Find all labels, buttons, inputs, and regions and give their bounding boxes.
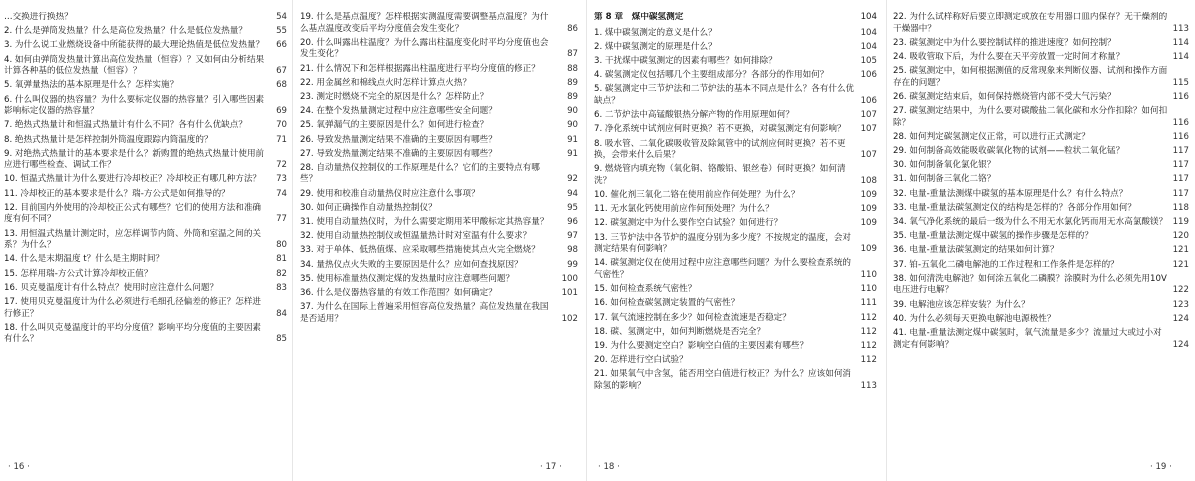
toc-entry-text: 6. 什么叫仪器的热容量？为什么要标定仪器的热容量？引入哪些因素影响标定仪器的热容量？ xyxy=(4,94,265,117)
toc-entry-page: 113 xyxy=(860,380,877,391)
toc-entry xyxy=(594,28,877,40)
toc-entry-text: 3. 干扰煤中碳氢测定的因素有哪些？如何排除？ xyxy=(594,55,777,66)
toc-entry xyxy=(300,64,578,76)
toc-entry xyxy=(4,26,287,38)
toc-entry-page: 68 xyxy=(276,80,287,91)
toc-entry-text: 31. 如何制备三氧化二铬？ xyxy=(893,174,996,185)
toc-entry-text: 27. 碳氢测定结果中，为什么要对碳酸盐二氧化碳和水分作扣除？如何扣除？ xyxy=(893,106,1168,128)
toc-entry xyxy=(4,174,287,186)
toc-entry-text: 37. 为什么在国际上普遍采用恒容高位发热量？高位发热量在我国是否适用？ xyxy=(300,302,549,324)
toc-entry xyxy=(300,120,578,132)
toc-entry xyxy=(594,56,877,68)
toc-entry xyxy=(300,78,578,90)
toc-entry xyxy=(893,92,1189,104)
toc-entry xyxy=(594,258,877,281)
toc-entry-text: 33. 对于单体、低热值煤、应采取哪些措施使其点火完全燃烧？ xyxy=(300,245,540,256)
toc-entry xyxy=(300,189,578,201)
toc-entry-page: 89 xyxy=(567,91,578,102)
toc-entry-text: 20. 怎样进行空白试验？ xyxy=(594,355,688,366)
toc-entry xyxy=(594,218,877,230)
toc-entry-page: 116 xyxy=(1172,117,1189,128)
toc-entry-text: 36. 电量-重量法碳氢测定的结果如何计算？ xyxy=(893,245,1059,256)
toc-entry-text: 3. 为什么说工业燃烧设备中所能获得的最大理论热值是低位发热量？ xyxy=(4,40,265,51)
toc-entry xyxy=(300,231,578,243)
toc-entry-text: 15. 如何检查系统气密性？ xyxy=(594,284,697,295)
toc-entry xyxy=(4,55,287,78)
toc-entry-text: 12. 目前国内外使用的冷却校正公式有哪些？它们的使用方法和准确度有何不同？ xyxy=(4,202,262,225)
toc-entry xyxy=(4,283,287,295)
page-number: · 16 · xyxy=(8,462,30,472)
toc-entry-page: 102 xyxy=(561,313,578,324)
toc-entry xyxy=(893,132,1189,144)
toc-entry xyxy=(300,149,578,161)
toc-entry-page: 112 xyxy=(860,326,877,337)
toc-entry-text: 35. 电量-重量法测定煤中碳氢的操作步骤是怎样的？ xyxy=(893,231,1093,242)
toc-entry-page: 124 xyxy=(1172,339,1189,350)
chapter-heading xyxy=(594,12,877,24)
toc-entry xyxy=(4,12,287,24)
toc-entry-text: 5. 氧弹量热法的基本原理是什么？怎样实施？ xyxy=(4,80,179,91)
toc-entry xyxy=(4,269,287,281)
chapter-page: 104 xyxy=(860,12,877,22)
toc-entry-text: 39. 电解池应该怎样安装？为什么？ xyxy=(893,299,1030,310)
toc-entry-text: 26. 碳氢测定结束后，如何保持燃烧管内部不受大气污染？ xyxy=(893,91,1116,102)
toc-entry-page: 122 xyxy=(1172,285,1189,296)
toc-column-4 xyxy=(893,12,1189,452)
toc-entry xyxy=(594,204,877,216)
toc-entry-text: 18. 什么叫贝克曼温度计的平均分度值？影响平均分度值的主要因素有什么？ xyxy=(4,322,262,345)
toc-entry-page: 108 xyxy=(860,175,877,186)
toc-entry-text: 33. 电量-重量法碳氢测定仪的结构是怎样的？各部分作用如何？ xyxy=(893,202,1136,213)
toc-entry-page: 121 xyxy=(1172,245,1189,256)
toc-entry-text: 25. 碳氢测定中，如何根据测值的反常现象来判断仪器、试剂和操作方面存在的问题？ xyxy=(893,66,1168,88)
toc-entry-text: 19. 为什么要测定空白？影响空白值的主要因素有哪些？ xyxy=(594,340,809,351)
toc-column-2 xyxy=(300,12,578,452)
toc-entry xyxy=(4,120,287,132)
toc-entry xyxy=(893,52,1189,64)
page-number: · 17 · xyxy=(540,462,562,472)
toc-entry xyxy=(594,298,877,310)
toc-entry-page: 107 xyxy=(860,110,877,121)
toc-entry-text: 38. 如何清洗电解池？如何涂五氧化二磷膜？涂膜时为什么必须先用10V电压进行电解？ xyxy=(893,273,1167,296)
toc-entry-text: 10. 催化剂三氧化二铬在使用前应作何处理？为什么？ xyxy=(594,190,800,201)
toc-entry-page: 106 xyxy=(860,95,877,106)
toc-entry-page: 84 xyxy=(276,308,287,319)
toc-entry-text: 11. 冷却校正的基本要求是什么？瑞-方公式是如何推导的？ xyxy=(4,188,230,199)
toc-entry-text: 8. 吸水管、二氧化碳吸收管及除氮管中的试剂应何时更换？若不更换，会带来什么后果？ xyxy=(594,138,846,161)
toc-entry-text: 28. 自动量热仪控制仪的工作原理是什么？它们的主要特点有哪些？ xyxy=(300,162,540,185)
toc-entry-text: 30. 如何制备氧化氯化银？ xyxy=(893,160,996,171)
toc-entry-page: 97 xyxy=(567,231,578,242)
toc-entry-page: 106 xyxy=(860,70,877,81)
toc-entry-page: 74 xyxy=(276,188,287,199)
toc-entry-text: 7. 净化系统中试剂应何时更换？若不更换，对碳氢测定有何影响？ xyxy=(594,124,846,135)
toc-entry-text: …交换进行换热？ xyxy=(4,12,73,22)
toc-entry xyxy=(594,42,877,54)
toc-entry-text: 21. 如果氧气中含氢，能否用空白值进行校正？为什么？应该如何消除氢的影响？ xyxy=(594,369,852,391)
toc-entry xyxy=(594,84,877,107)
toc-entry xyxy=(300,217,578,229)
toc-entry-text: 2. 什么是弹筒发热量？什么是高位发热量？什么是低位发热量？ xyxy=(4,26,247,37)
toc-entry-page: 112 xyxy=(860,312,877,323)
toc-entry-text: 37. 铂-五氧化二磷电解池的工作过程和工作条件是怎样的？ xyxy=(893,259,1119,270)
toc-entry xyxy=(300,135,578,147)
toc-entry-text: 8. 绝热式热量计是怎样控制外筒温度跟踪内筒温度的？ xyxy=(4,134,213,145)
toc-entry-page: 107 xyxy=(860,150,877,161)
toc-entry xyxy=(4,189,287,201)
toc-entry-page: 69 xyxy=(276,106,287,117)
toc-entry xyxy=(300,203,578,215)
toc-entry xyxy=(300,106,578,118)
toc-entry-page: 94 xyxy=(567,188,578,199)
toc-entry xyxy=(4,149,287,172)
toc-entry xyxy=(893,38,1189,50)
toc-entry-text: 17. 使用贝克曼温度计为什么必须进行毛细孔径偏差的修正？怎样进行修正？ xyxy=(4,296,262,319)
chapter-title: 第 8 章 煤中碳氢测定 xyxy=(594,12,684,22)
toc-entry-page: 66 xyxy=(276,40,287,51)
toc-entry xyxy=(893,260,1189,272)
toc-entry-text: 40. 为什么必须每天更换电解池电源极性？ xyxy=(893,313,1056,324)
toc-entry-page: 91 xyxy=(567,134,578,145)
toc-entry-page: 109 xyxy=(860,190,877,201)
toc-entry-text: 12. 碳氢测定中为什么要作空白试验？如何进行？ xyxy=(594,218,783,229)
toc-entry-page: 95 xyxy=(567,202,578,213)
toc-entry-text: 30. 如何正确操作自动量热控制仪？ xyxy=(300,202,437,213)
toc-entry-page: 111 xyxy=(860,298,877,309)
page-fold xyxy=(586,0,587,481)
toc-entry xyxy=(300,274,578,286)
toc-entry-page: 104 xyxy=(860,27,877,38)
toc-entry-page: 104 xyxy=(860,41,877,52)
toc-entry xyxy=(4,95,287,118)
toc-entry xyxy=(4,203,287,226)
toc-entry-page: 72 xyxy=(276,160,287,171)
toc-entry xyxy=(893,160,1189,172)
toc-entry xyxy=(594,139,877,162)
toc-entry-page: 117 xyxy=(1172,146,1189,157)
toc-entry-page: 113 xyxy=(1172,23,1189,34)
toc-entry xyxy=(893,245,1189,257)
toc-entry xyxy=(594,70,877,82)
toc-entry-page: 91 xyxy=(567,148,578,159)
toc-entry xyxy=(893,66,1189,89)
toc-entry-text: 7. 绝热式热量计和恒温式热量计有什么不同？各有什么优缺点？ xyxy=(4,120,247,131)
toc-entry-page: 114 xyxy=(1172,37,1189,48)
toc-entry-page: 92 xyxy=(567,174,578,185)
toc-entry-text: 24. 在整个发热量测定过程中应注意哪些安全问题？ xyxy=(300,106,497,117)
toc-entry xyxy=(300,260,578,272)
toc-entry xyxy=(300,302,578,325)
toc-entry-page: 90 xyxy=(567,120,578,131)
toc-entry-page: 55 xyxy=(276,26,287,37)
toc-entry-text: 22. 为什么试样称好后要立即测定或放在专用器口皿内保存？无干燥剂的干燥器中？ xyxy=(893,12,1168,34)
toc-entry-text: 35. 使用标准量热仪测定煤的发热量时应注意哪些问题？ xyxy=(300,273,515,284)
toc-entry-text: 10. 恒温式热量计为什么要进行冷却校正？冷却校正有哪几种方法？ xyxy=(4,174,262,185)
toc-entry-page: 110 xyxy=(860,270,877,280)
toc-entry-text: 34. 量热仪点火失败的主要原因是什么？应如何查找原因？ xyxy=(300,259,523,270)
toc-entry xyxy=(300,163,578,186)
toc-entry-text: 19. 什么是基点温度？怎样根据实测温度需要调整基点温度？为什么基点温度改变后平均分度值会发生变化？ xyxy=(300,12,549,34)
toc-entry-text: 16. 贝克曼温度计有什么特点？使用时应注意什么问题？ xyxy=(4,282,219,293)
toc-entry-text: 9. 燃烧管内填充物（氧化铜、铬酸铅、银丝卷）何时更换？如何清洗？ xyxy=(594,164,846,186)
toc-entry-page: 105 xyxy=(860,55,877,66)
toc-entry xyxy=(893,174,1189,186)
toc-entry-page: 89 xyxy=(567,77,578,88)
toc-entry-text: 22. 用金属丝和棉线点火时怎样计算点火热？ xyxy=(300,77,472,88)
toc-entry-text: 18. 碳、氢测定中，如何判断燃烧是否完全？ xyxy=(594,326,766,337)
toc-entry xyxy=(4,297,287,320)
toc-entry-page: 71 xyxy=(276,134,287,145)
toc-entry-text: 4. 如何由弹筒发热量计算出高位发热量（恒容）？又如何由分析结果计算各种基的低位发热量（恒容）？ xyxy=(4,54,265,77)
toc-entry xyxy=(594,341,877,353)
toc-entry-page: 110 xyxy=(860,284,877,295)
column-gutter xyxy=(886,0,887,481)
toc-entry-text: 24. 吸收管取下后，为什么要在天平旁放置一定时间才称量？ xyxy=(893,51,1125,62)
toc-entry-text: 1. 煤中碳氢测定的意义是什么？ xyxy=(594,27,717,38)
toc-entry-page: 123 xyxy=(1172,299,1189,310)
toc-entry xyxy=(300,245,578,257)
toc-entry-text: 29. 使用和校准自动量热仪时应注意什么事项？ xyxy=(300,188,480,199)
toc-entry-text: 17. 氧气流速控制在多少？如何检查流速是否稳定？ xyxy=(594,312,791,323)
toc-entry-page: 96 xyxy=(567,217,578,228)
toc-entry-page: 114 xyxy=(1172,51,1189,62)
toc-entry-text: 27. 导致发热量测定结果不准确的主要原因有哪些？ xyxy=(300,148,497,159)
toc-entry xyxy=(893,328,1189,351)
toc-entry xyxy=(4,229,287,252)
toc-entry xyxy=(300,92,578,104)
toc-entry xyxy=(893,314,1189,326)
toc-entry-text: 5. 碳氢测定中三节炉法和二节炉法的基本不同点是什么？各有什么优缺点？ xyxy=(594,84,855,106)
toc-entry-text: 6. 二节炉法中高锰酸银热分解产物的作用原理如何？ xyxy=(594,110,794,121)
toc-entry-page: 116 xyxy=(1172,131,1189,142)
toc-entry-text: 11. 无水氯化钙使用前应作何预处理？为什么？ xyxy=(594,204,774,215)
toc-entry xyxy=(300,38,578,61)
toc-entry xyxy=(594,164,877,187)
toc-entry xyxy=(893,300,1189,312)
toc-entry-page: 117 xyxy=(1172,160,1189,171)
toc-entry xyxy=(594,369,877,392)
toc-entry xyxy=(4,323,287,346)
toc-entry-page: 109 xyxy=(860,204,877,215)
toc-entry-page: 99 xyxy=(567,259,578,270)
toc-entry-page: 87 xyxy=(567,49,578,60)
toc-column-3 xyxy=(594,12,877,452)
toc-entry-text: 29. 如何制备高效能吸收碳氧化物的试剂——粒状二氧化锰？ xyxy=(893,146,1125,157)
toc-entry xyxy=(893,203,1189,215)
toc-entry-page: 107 xyxy=(860,124,877,135)
toc-entry-text: 14. 什么是末期温度 t？什么是主期时间？ xyxy=(4,254,165,265)
toc-entry-page: 73 xyxy=(276,174,287,185)
toc-entry-page: 98 xyxy=(567,245,578,256)
toc-entry-text: 13. 三节炉法中各节炉的温度分别为多少度？不按规定的温度，会对测定结果有何影响？ xyxy=(594,232,852,255)
toc-entry-page: 81 xyxy=(276,254,287,265)
toc-entry-page: 112 xyxy=(860,340,877,351)
toc-entry-text: 41. 电量-重量法测定煤中碳氢时，氧气流量是多少？流量过大或过小对测定有何影响？ xyxy=(893,327,1162,350)
toc-entry-text: 14. 碳氢测定仪在使用过程中应注意哪些问题？为什么要检查系统的气密性？ xyxy=(594,258,852,280)
toc-entry xyxy=(594,190,877,202)
toc-entry xyxy=(594,313,877,325)
toc-entry-text: 20. 什么叫露出柱温度？为什么露出柱温度变化时平均分度值也会发生变化？ xyxy=(300,37,549,60)
toc-entry-text: 15. 怎样用瑞-方公式计算冷却校正值？ xyxy=(4,268,153,279)
toc-entry-page: 121 xyxy=(1172,259,1189,270)
toc-entry-text: 25. 氧弹漏气的主要原因是什么？如何进行检查？ xyxy=(300,120,489,131)
toc-entry-page: 83 xyxy=(276,282,287,293)
toc-entry-page: 119 xyxy=(1172,217,1189,228)
toc-entry-page: 124 xyxy=(1172,313,1189,324)
toc-entry xyxy=(594,124,877,136)
toc-entry xyxy=(893,217,1189,229)
toc-entry-text: 31. 使用自动量热仪时，为什么需要定期用苯甲酸标定其热容量？ xyxy=(300,217,549,228)
toc-entry xyxy=(594,355,877,367)
toc-entry-text: 9. 对绝热式热量计的基本要求是什么？新购置的绝热式热量计使用前应进行哪些检查、调试工作？ xyxy=(4,148,265,171)
toc-entry xyxy=(594,284,877,296)
toc-entry-text: 23. 碳氢测定中为什么要控制试样的推进速度？如何控制？ xyxy=(893,37,1116,48)
toc-entry-page: 70 xyxy=(276,120,287,131)
toc-entry-page: 80 xyxy=(276,240,287,251)
toc-entry-text: 16. 如何检查碳氢测定装置的气密性？ xyxy=(594,298,740,309)
toc-entry xyxy=(893,231,1189,243)
toc-entry-page: 82 xyxy=(276,268,287,279)
toc-entry xyxy=(594,327,877,339)
toc-entry xyxy=(300,12,578,35)
toc-entry xyxy=(4,80,287,92)
toc-entry-page: 120 xyxy=(1172,231,1189,242)
toc-entry-text: 4. 碳氢测定仪包括哪几个主要组成部分？各部分的作用如何？ xyxy=(594,70,829,81)
toc-entry-page: 101 xyxy=(561,287,578,298)
toc-entry-page: 112 xyxy=(860,355,877,366)
toc-entry-page: 54 xyxy=(276,12,287,22)
toc-entry xyxy=(893,146,1189,158)
toc-entry-page: 116 xyxy=(1172,91,1189,102)
toc-entry-page: 109 xyxy=(860,218,877,229)
toc-entry xyxy=(594,110,877,122)
toc-entry-page: 118 xyxy=(1172,202,1189,213)
toc-entry-text: 32. 使用自动量热控制仪或恒温量热计时对室温有什么要求？ xyxy=(300,231,532,242)
toc-entry-page: 90 xyxy=(567,106,578,117)
toc-entry-text: 28. 如何判定碳氢测定仪正常，可以进行正式测定？ xyxy=(893,131,1090,142)
toc-entry xyxy=(4,40,287,52)
page-number: · 19 · xyxy=(1150,462,1172,472)
toc-column-1 xyxy=(4,12,287,452)
toc-entry xyxy=(300,288,578,300)
toc-entry-page: 100 xyxy=(561,273,578,284)
toc-entry-text: 13. 用恒温式热量计测定时，应怎样调节内筒、外筒和室温之间的关系？为什么？ xyxy=(4,228,262,251)
column-gutter xyxy=(292,0,293,481)
toc-entry xyxy=(893,189,1189,201)
toc-entry-page: 67 xyxy=(276,66,287,77)
toc-entry-page: 117 xyxy=(1172,188,1189,199)
toc-entry xyxy=(893,274,1189,297)
toc-entry-text: 26. 导致发热量测定结果不准确的主要原因有哪些？ xyxy=(300,134,497,145)
toc-entry xyxy=(594,233,877,256)
toc-entry-page: 109 xyxy=(860,244,877,255)
toc-entry-text: 21. 什么情况下和怎样根据露出柱温度进行平均分度值的修正？ xyxy=(300,63,540,74)
toc-entry xyxy=(893,12,1189,35)
toc-entry-page: 86 xyxy=(567,23,578,34)
toc-entry-page: 115 xyxy=(1172,77,1189,88)
toc-entry-page: 88 xyxy=(567,63,578,74)
toc-entry-text: 23. 测定时燃烧不完全的原因是什么？怎样防止？ xyxy=(300,91,489,102)
toc-entry-text: 34. 氧气净化系统的最后一级为什么不用无水氯化钙而用无水高氯酸镁？ xyxy=(893,217,1168,228)
toc-entry xyxy=(4,254,287,266)
toc-entry-page: 117 xyxy=(1172,174,1189,185)
toc-entry-text: 36. 什么是仪器热容量的有效工作范围？如何确定？ xyxy=(300,287,497,298)
toc-entry-text: 2. 煤中碳氢测定的原理是什么？ xyxy=(594,41,717,52)
toc-entry xyxy=(4,135,287,147)
toc-entry xyxy=(893,106,1189,129)
page-number: · 18 · xyxy=(598,462,620,472)
toc-entry-page: 77 xyxy=(276,214,287,225)
toc-entry-page: 85 xyxy=(276,334,287,345)
toc-entry-text: 32. 电量-重量法测煤中碳氢的基本原理是什么？有什么特点？ xyxy=(893,188,1128,199)
